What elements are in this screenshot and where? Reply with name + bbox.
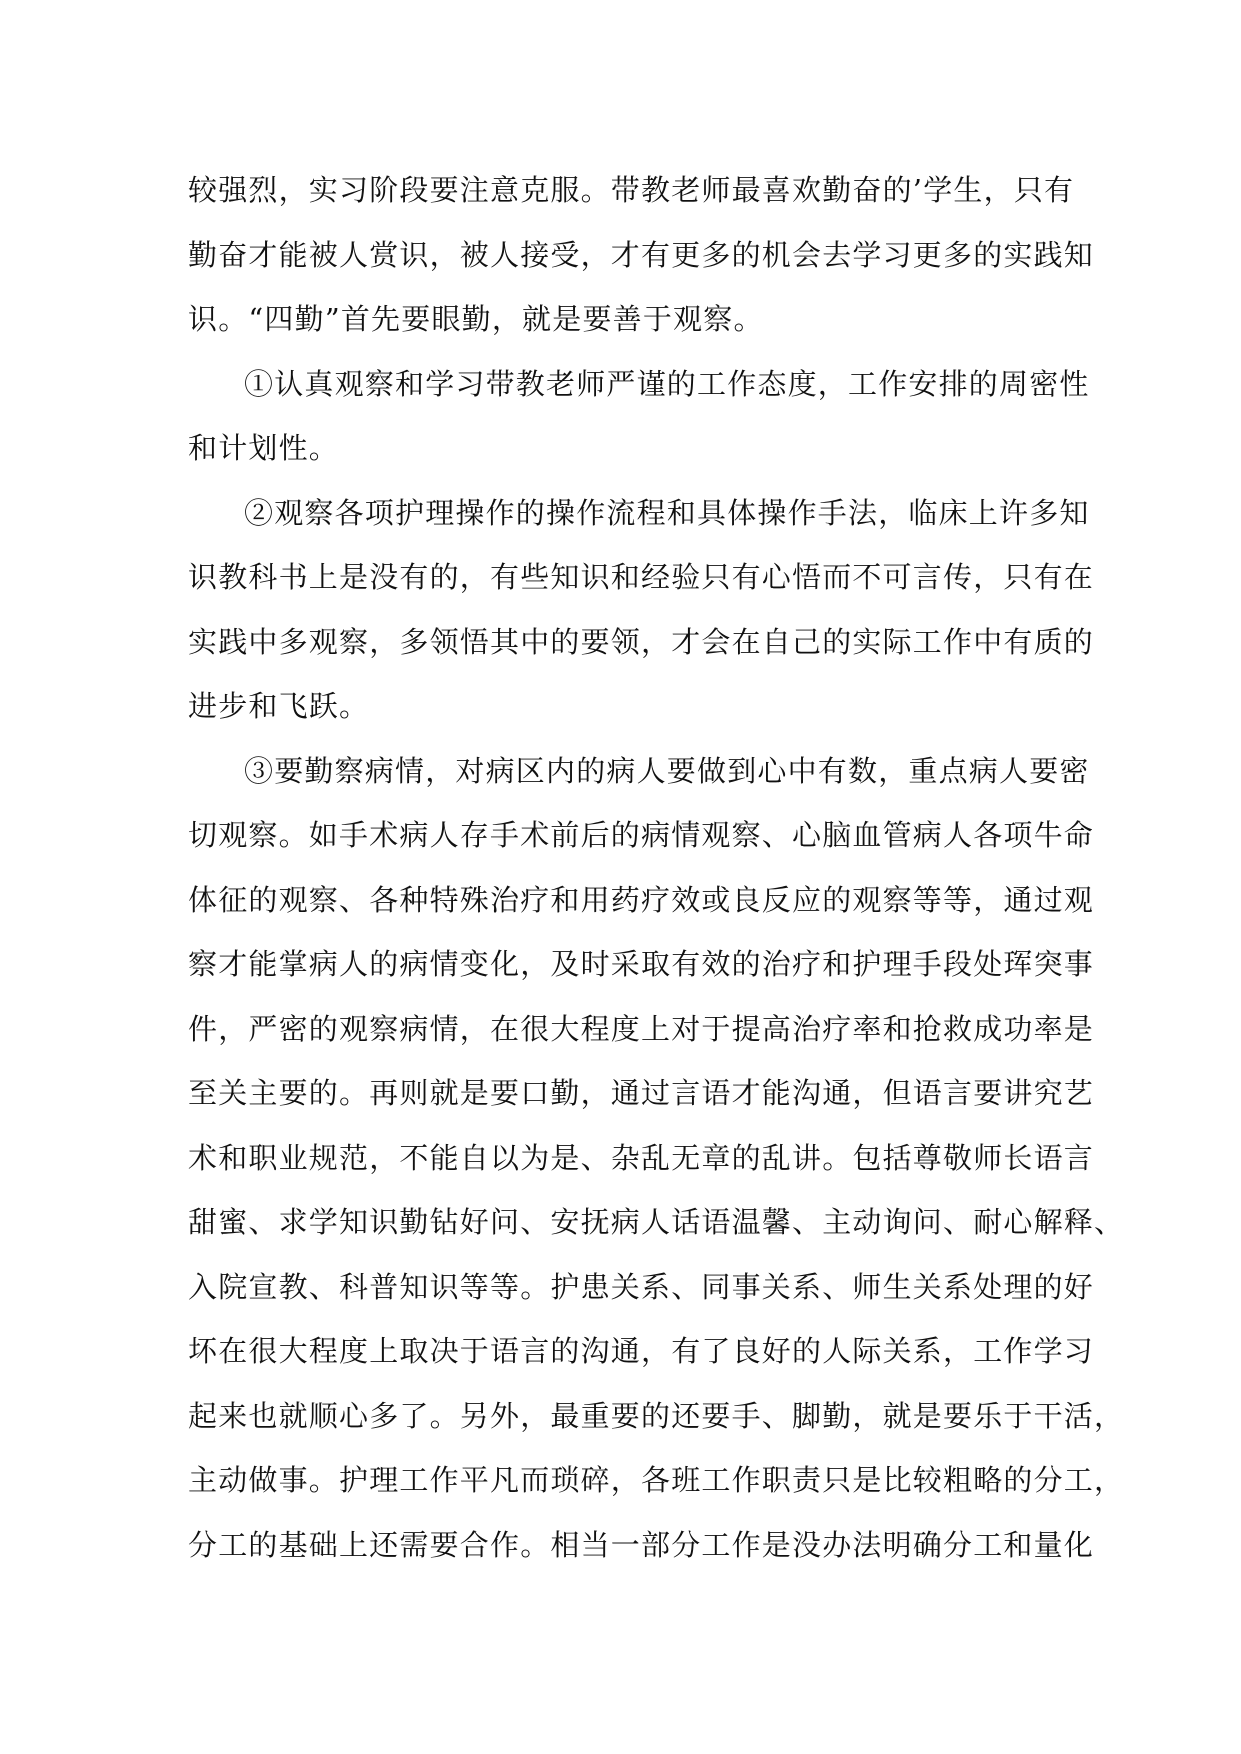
text-line: 察才能掌病人的病情变化，及时采取有效的治疗和护理手段处珲突事 (188, 947, 1095, 981)
text-line: ①认真观察和学习带教老师严谨的工作态度，工作安排的周密性 (244, 366, 1090, 401)
text-line: 术和职业规范，不能自以为是、杂乱无章的乱讲。包括尊敬师长语言 (188, 1140, 1095, 1175)
text-line: 坏在很大程度上取决于语言的沟通，有了良好的人际关系，工作学习 (188, 1334, 1095, 1368)
text-line: 勤奋才能被人赏识，被人接受，才有更多的机会去学习更多的实践知 (188, 237, 1095, 272)
text-line: 实践中多观察，多领悟其中的要领，才会在自己的实际工作中有质的 (188, 624, 1095, 659)
text-line: 甜蜜、求学知识勤钻好问、安抚病人话语温馨、主动询问、耐心解释、 (188, 1205, 1125, 1239)
text-line: 较强烈，实习阶段要注意克服。带教老师最喜欢勤奋的’学生，只有 (188, 173, 1075, 207)
paragraph-4 (188, 739, 1125, 1578)
text-line: ②观察各项护理操作的操作流程和具体操作手法，临床上许多知 (244, 495, 1090, 530)
text-line: 体征的观察、各种特殊治疗和用药疗效或良反应的观察等等，通过观 (188, 882, 1095, 917)
text-line: 进步和飞跃。 (188, 689, 370, 723)
text-line: 和计划性。 (188, 431, 340, 465)
paragraph-2 (188, 352, 1090, 481)
body-text (188, 158, 1125, 1577)
text-line: 入院宣教、科普知识等等。护患关系、同事关系、师生关系处理的好 (188, 1269, 1095, 1304)
text-line: ③要勤察病情，对病区内的病人要做到心中有数，重点病人要密 (244, 753, 1090, 788)
text-line: 切观察。如手术病人存手术前后的病情观察、心脑血管病人各项牛命 (188, 818, 1095, 852)
text-line: 识。“四勤”首先要眼勤，就是要善于观察。 (188, 302, 764, 336)
text-line: 至关主要的。再则就是要口勤，通过言语才能沟通，但语言要讲究艺 (188, 1076, 1095, 1110)
text-line: 起来也就顺心多了。另外，最重要的还要手、脚勤，就是要乐于干活， (188, 1398, 1125, 1433)
text-line: 识教科书上是没有的，有些知识和经验只有心悟而不可言传，只有在 (188, 560, 1095, 594)
paragraph-1 (188, 158, 1095, 352)
text-line: 主动做事。护理工作平凡而琐碎，各班工作职责只是比较粗略的分工， (188, 1463, 1125, 1497)
text-line: 件，严密的观察病情，在很大程度上对于提高治疗率和抢救成功率是 (188, 1011, 1095, 1046)
paragraph-3 (188, 481, 1095, 739)
text-line: 分工的基础上还需要合作。相当一部分工作是没办法明确分工和量化 (188, 1527, 1095, 1562)
